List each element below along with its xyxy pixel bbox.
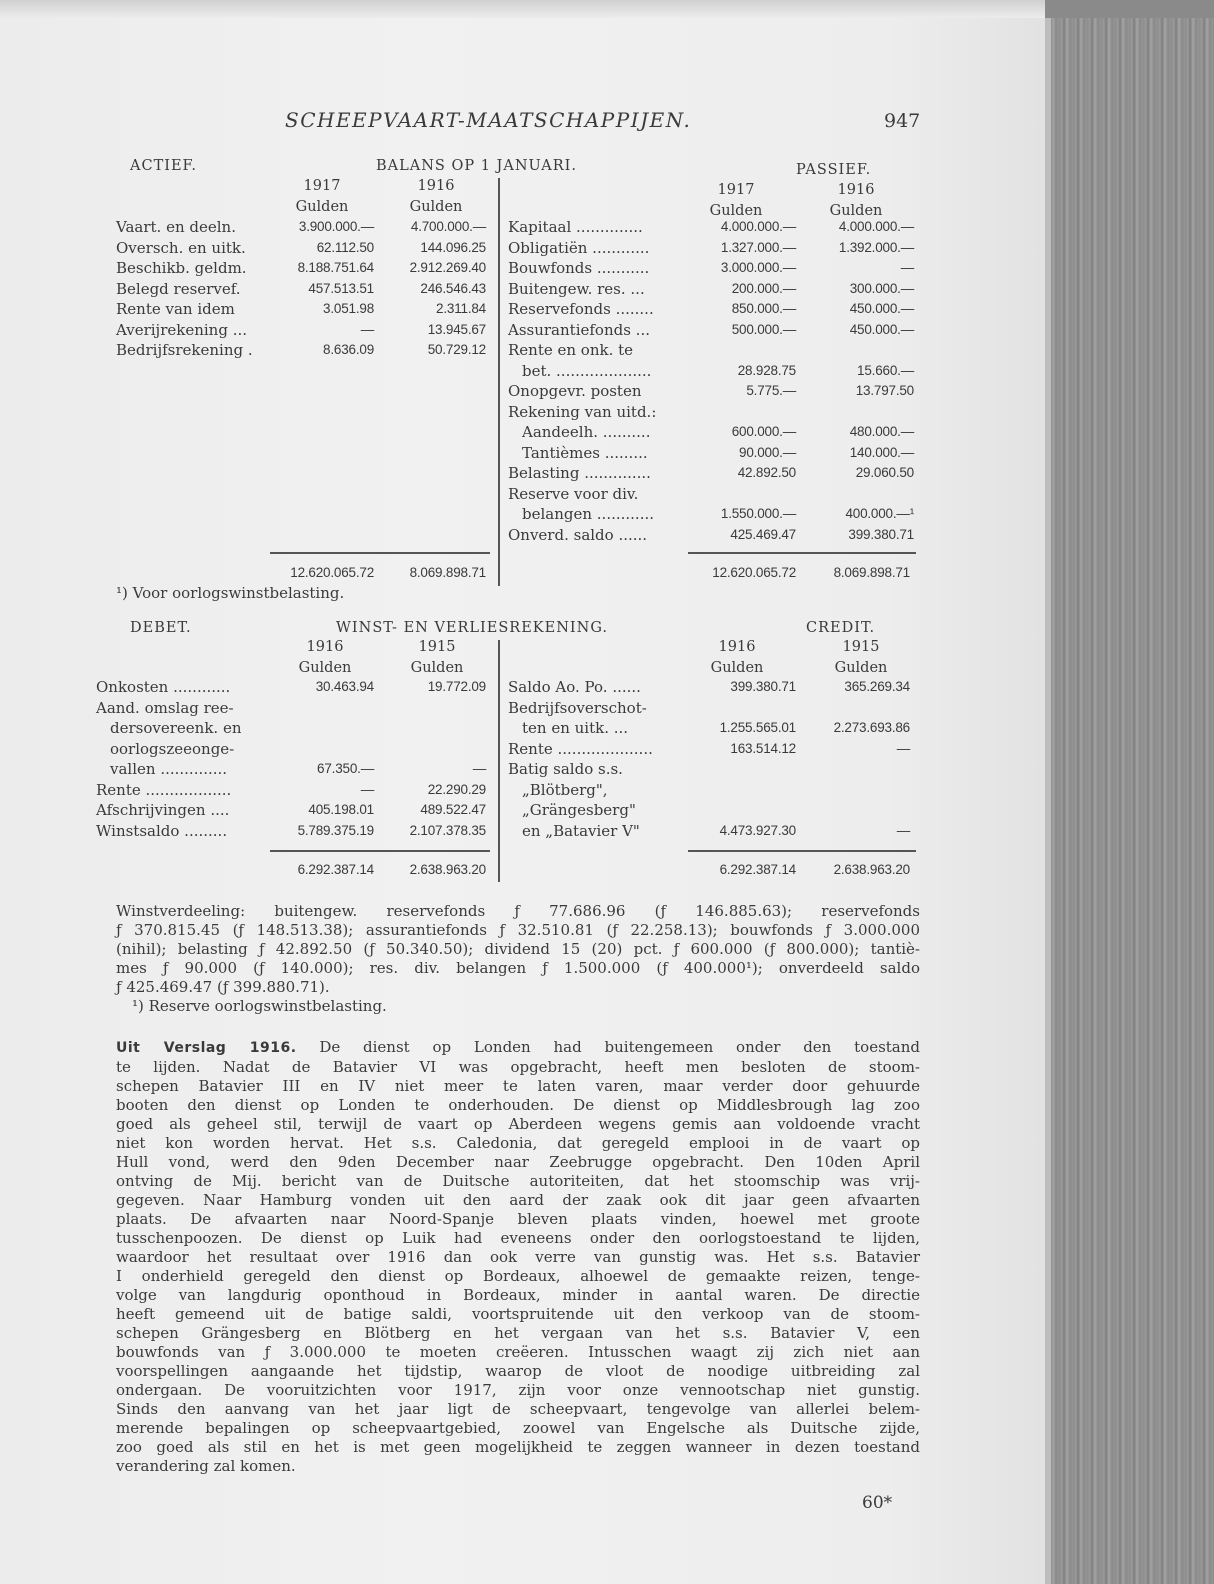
liab-year-1916: 1916 Gulden [829,182,883,219]
signature-mark: 60* [862,1493,893,1513]
debit-year-1916: 1916 Gulden [298,639,352,676]
row-value-v1915: 2.273.693.86 [833,720,910,735]
row-value-v1916: — [900,260,914,275]
row-label: Rente van idem [116,300,235,318]
paragraph-line: volge van langdurig oponthoud in Bordeaux, minder in aantal waren. De directie [116,1286,920,1304]
book-page-edges [1045,0,1214,1584]
paragraph-line: (nihil); belasting ƒ 42.892.50 (ƒ 50.340.50); dividend 15 (20) pct. ƒ 600.000 (ƒ 800.000); tantiè- [116,940,920,958]
row-value-v1917: 3.000.000.— [720,260,796,275]
row-label: bet. .................... [522,361,652,380]
page-top-shadow [0,0,1045,18]
row-value-v1916: 13.945.67 [427,321,486,337]
row-label: Onverd. saldo ...... [508,525,648,544]
credit-total-rule [688,850,916,852]
paragraph-line: schepen Batavier III en IV niet meer te laten varen, maar verder door gehuurde [116,1077,920,1095]
row-value-v1917: — [360,321,374,337]
paragraph-line: voorspellingen aangaande het tijdstip, waarop de vloot de noodige uitbreiding zal [116,1362,920,1380]
row-value-v1916: 4.000.000.— [838,219,914,234]
row-value-v1916: 450.000.— [849,301,914,316]
row-value-v1916: 29.060.50 [855,465,914,480]
assets-year-1917: 1917 Gulden [295,178,349,215]
row-value-v1916: 144.096.25 [420,239,486,255]
paragraph-line: tusschenpoozen. De dienst op Luik had eveneens onder den oorlogstoestand te lijden, [116,1229,920,1247]
debit-year-1915: 1915 Gulden [410,639,464,676]
row-label: Aandeelh. .......... [522,423,651,441]
credit-total-1915: 2.638.963.20 [833,862,910,877]
row-value-v1917: 457.513.51 [308,280,374,296]
row-label: Aand. omslag ree- [96,698,234,717]
page-number: 947 [884,110,921,132]
row-label: Kapitaal .............. [508,218,643,236]
row-value-v1915: 19.772.09 [427,679,486,694]
paragraph-line: plaats. De afvaarten naar Noord-Spanje bleven plaats vinden, hoewel met groote [116,1210,920,1228]
liab-total-rule [688,552,916,554]
pl-right-title: CREDIT. [806,620,876,636]
row-value-v1916: 1.392.000.— [838,239,914,255]
row-label: ten en uitk. ... [522,719,629,737]
row-label: „Grängesberg" [522,801,636,819]
credit-year-1916: 1916 Gulden [710,639,764,676]
balance-right-title: PASSIEF. [796,162,872,178]
row-value-v1915: — [896,740,910,756]
running-title: SCHEEPVAART-MAATSCHAPPIJEN. [285,108,692,132]
paragraph-line: ondergaan. De vooruitzichten voor 1917, zijn voor onze vennootschap niet gunstig. [116,1381,920,1399]
balance-footnote: ¹) Voor oorlogswinstbelasting. [116,584,345,602]
row-value-v1916: 50.729.12 [427,342,486,357]
paragraph-line: ontving de Mij. bericht van de Duitsche autoriteiten, dat het stoomschip was vrij- [116,1172,920,1190]
row-label: Vaart. en deeln. [116,218,236,236]
row-label: dersovereenk. en [110,719,242,737]
paragraph-line: ƒ 370.815.45 (ƒ 148.513.38); assurantiefonds ƒ 32.510.81 (ƒ 22.258.13); bouwfonds ƒ 3.000.000 [116,921,920,939]
row-label: Assurantiefonds ... [508,320,650,339]
assets-total-rule [270,552,490,554]
row-value-v1916: 13.797.50 [855,383,914,398]
row-value-v1916: 67.350.— [317,761,374,776]
row-label: Oversch. en uitk. [116,238,246,257]
row-value-v1915: — [896,822,910,838]
row-value-v1917: 4.000.000.— [720,219,796,234]
row-label: Reserve voor div. [508,484,639,503]
row-value-v1916: 163.514.12 [730,740,796,756]
paragraph-line: te lijden. Nadat de Batavier VI was opgebracht, heeft men besloten de stoom- [116,1058,920,1076]
liab-total-1916: 8.069.898.71 [833,565,910,580]
pl-center-title: WINST- EN VERLIESREKENING. [336,620,608,636]
paragraph-line: zoo goed als stil en het is met geen mogelijkheid te zeggen wanneer in dezen toestand [116,1438,920,1456]
debit-total-1916: 6.292.387.14 [297,862,374,877]
row-value-v1917: 200.000.— [731,280,796,296]
row-value-v1917: 8.188.751.64 [297,260,374,275]
paragraph-line: Hull vond, werd den 9den December naar Zeebrugge opgebracht. Den 10den April [116,1153,920,1171]
paragraph-line: booten den dienst op Londen te onderhouden. De dienst op Middlesbrough lag zoo [116,1096,920,1114]
row-value-v1915: — [472,761,486,776]
assets-total-1916: 8.069.898.71 [409,565,486,580]
row-label: Rente .................... [508,739,653,758]
annual-report-excerpt [116,1038,920,1476]
row-label: Rente .................. [96,780,232,799]
row-value-v1916: — [360,781,374,797]
liab-total-1917: 12.620.065.72 [712,565,796,580]
row-value-v1917: 3.900.000.— [298,219,374,234]
row-value-v1917: 5.775.— [746,383,796,398]
row-value-v1916: 1.255.565.01 [719,720,796,735]
row-label: Onkosten ............ [96,678,231,696]
row-value-v1916: 30.463.94 [315,679,374,694]
row-value-v1917: 28.928.75 [737,362,796,378]
row-label: Afschrijvingen .... [96,801,230,819]
row-label: vallen .............. [110,760,228,778]
row-value-v1916: 246.546.43 [420,280,486,296]
liab-year-1917: 1917 Gulden [709,182,763,219]
row-label: Onopgevr. posten [508,382,642,400]
paragraph-line [116,1038,920,1058]
row-value-v1917: 62.112.50 [316,239,374,255]
profit-distribution [116,902,920,1016]
row-label: Rekening van uitd.: [508,402,657,421]
row-value-v1916: 4.473.927.30 [719,822,796,838]
assets-total-1917: 12.620.065.72 [290,565,374,580]
paragraph-line: waardoor het resultaat over 1916 dan ook verre van gunstig was. Het s.s. Batavier [116,1248,920,1266]
row-label: Averijrekening ... [116,320,248,339]
row-label: Obligatiën ............ [508,238,650,257]
paragraph-line: niet kon worden hervat. Het s.s. Caledonia, dat geregeld emplooi in de vaart op [116,1134,920,1152]
credit-year-1915: 1915 Gulden [834,639,888,676]
paragraph-line: gegeven. Naar Hamburg vonden uit den aard der zaak ook dit jaar geen afvaarten [116,1191,920,1209]
pl-left-title: DEBET. [130,620,192,636]
paragraph-line: bouwfonds van ƒ 3.000.000 te moeten creëeren. Intusschen waagt zij zich niet aan [116,1343,920,1361]
row-value-v1916: 2.912.269.40 [409,260,486,275]
row-value-v1916: 405.198.01 [308,802,374,817]
row-label: Reservefonds ........ [508,300,654,318]
row-value-v1916: 399.380.71 [848,526,914,542]
row-label: Tantièmes ......... [522,443,648,462]
row-value-v1916: 15.660.— [857,362,914,378]
report-lead-heading: Uit Verslag 1916. [116,1040,297,1056]
row-label: Bedrijfsrekening . [116,341,253,359]
row-value-v1917: 1.327.000.— [720,239,796,255]
row-label: Bouwfonds ........... [508,259,650,277]
paragraph-line: merende bepalingen op scheepvaartgebied, zoowel van Engelsche als Duitsche zijde, [116,1419,920,1437]
paragraph-line: mes ƒ 90.000 (ƒ 140.000); res. div. belangen ƒ 1.500.000 (ƒ 400.000¹); onverdeeld saldo [116,959,920,977]
row-value-v1917: 90.000.— [739,444,796,460]
row-label: Saldo Ao. Po. ...... [508,678,641,696]
debit-total-rule [270,850,490,852]
row-label: Batig saldo s.s. [508,760,623,778]
paragraph-line: goed als geheel stil, terwijl de vaart op Aberdeen wegens gemis aan voldoende vracht [116,1115,920,1133]
row-value-v1917: 600.000.— [731,424,796,439]
balance-divider [498,178,500,586]
paragraph-line: I onderhield geregeld den dienst op Bordeaux, alhoewel de gemaakte reizen, tenge- [116,1267,920,1285]
pl-divider [498,640,500,882]
row-label: „Blötberg", [522,780,608,799]
row-value-v1915: 365.269.34 [844,679,910,694]
row-value-v1916: 450.000.— [849,321,914,337]
row-value-v1917: 3.051.98 [323,301,374,316]
row-value-v1915: 489.522.47 [420,802,486,817]
row-label: Buitengew. res. ... [508,279,645,298]
paragraph-line: schepen Grängesberg en Blötberg en het vergaan van het s.s. Batavier V, een [116,1324,920,1342]
row-value-v1915: 2.107.378.35 [409,822,486,838]
credit-total-1916: 6.292.387.14 [719,862,796,877]
row-value-v1916: 300.000.— [849,280,914,296]
paragraph-line: Sinds den aanvang van het jaar ligt de scheepvaart, tengevolge van allerlei belem- [116,1400,920,1418]
row-label: Beschikb. geldm. [116,259,247,277]
row-value-v1916: 2.311.84 [436,301,486,316]
row-label: en „Batavier V" [522,821,640,840]
row-value-v1917: 500.000.— [731,321,796,337]
balance-center-title: BALANS OP 1 JANUARI. [376,158,578,174]
paragraph-line: Winstverdeeling: buitengew. reservefonds ƒ 77.686.96 (ƒ 146.885.63); reservefonds [116,902,920,920]
row-value-v1916: 140.000.— [849,444,914,460]
row-label: Belasting .............. [508,464,651,482]
row-label: belangen ............ [522,505,655,523]
debit-total-1915: 2.638.963.20 [409,862,486,877]
row-label: Belegd reservef. [116,279,241,298]
row-label: Bedrijfsoverschot- [508,698,647,717]
row-value-v1916: 5.789.375.19 [297,822,374,838]
row-value-v1916: 480.000.— [849,424,914,439]
row-label: Winstsaldo ......... [96,821,228,840]
row-value-v1917: 850.000.— [731,301,796,316]
balance-left-title: ACTIEF. [130,158,197,174]
row-value-v1916: 4.700.000.— [410,219,486,234]
row-value-v1916: 400.000.—¹ [845,506,914,521]
row-value-v1916: 399.380.71 [730,679,796,694]
paragraph-line: verandering zal komen. [116,1457,296,1475]
row-value-v1917: 1.550.000.— [720,506,796,521]
report-first-line: De dienst op Londen had buitengemeen onder den toestand [296,1038,920,1056]
profit-distribution-footnote: ¹) Reserve oorlogswinstbelasting. [132,997,387,1015]
paragraph-line: heeft gemeend uit de batige saldi, voortspruitende uit den verkoop van de stoom- [116,1305,920,1323]
assets-year-1916: 1916 Gulden [409,178,463,215]
row-label: oorlogszeeonge- [110,739,235,758]
row-value-v1915: 22.290.29 [427,781,486,797]
row-label: Rente en onk. te [508,341,634,359]
row-value-v1917: 425.469.47 [730,526,796,542]
row-value-v1917: 42.892.50 [737,465,796,480]
paragraph-line: ƒ 425.469.47 (ƒ 399.880.71). [116,978,330,996]
row-value-v1917: 8.636.09 [323,342,374,357]
